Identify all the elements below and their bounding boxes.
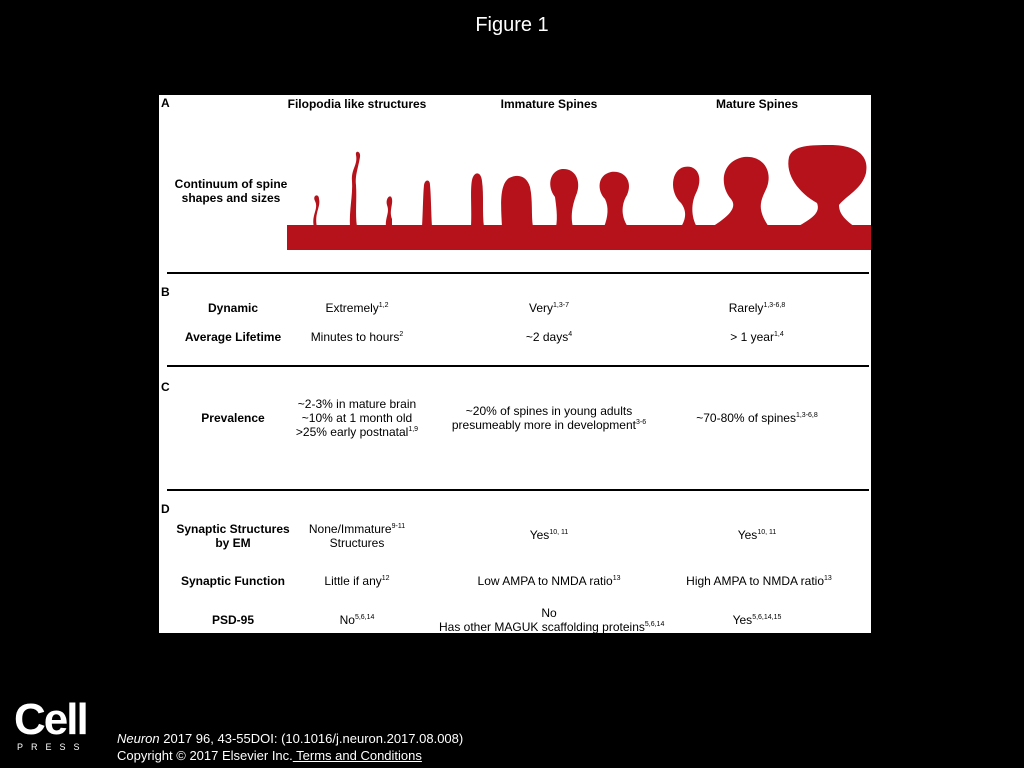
divider-c-d xyxy=(167,489,869,491)
dynamic-mature: Rarely$^{1,3-6,8}$ xyxy=(728,301,786,315)
header-immature-spines: Immature Spines xyxy=(500,97,598,111)
divider-b-c xyxy=(167,365,869,367)
terms-and-conditions-link[interactable]: Terms and Conditions xyxy=(292,748,422,763)
row-label-dynamic: Dynamic xyxy=(207,301,259,315)
row-label-synaptic-function: Synaptic Function xyxy=(180,574,285,588)
figure-panel xyxy=(159,95,871,633)
header-mature-spines: Mature Spines xyxy=(715,97,799,111)
panel-a-letter: A xyxy=(161,96,170,110)
psd95-filopodia: No$^{5,6,14}$ xyxy=(339,613,375,627)
syn-func-immature: Low AMPA to NMDA ratio$^{13}$ xyxy=(477,574,621,588)
spine-group xyxy=(287,145,871,250)
lifetime-mature: > 1 year$^{1,4}$ xyxy=(730,330,784,344)
mature-spine-3 xyxy=(788,145,866,227)
syn-struct-immature: Yes$^{10, 11}$ xyxy=(529,528,569,542)
dendrite-shaft xyxy=(287,225,871,250)
row-label-psd95: PSD-95 xyxy=(211,613,255,627)
immature-spine-3 xyxy=(600,172,629,227)
filopodium-2 xyxy=(350,152,360,227)
immature-spine-2 xyxy=(550,169,578,227)
psd95-mature: Yes$^{5,6,14,15}$ xyxy=(732,613,782,627)
mature-spine-1 xyxy=(673,167,699,227)
panel-c-letter: C xyxy=(161,380,170,394)
row-label-prevalence: Prevalence xyxy=(201,411,265,425)
mature-spine-2 xyxy=(712,157,769,227)
syn-struct-mature: Yes$^{10, 11}$ xyxy=(737,528,777,542)
dynamic-immature: Very$^{1,3-7}$ xyxy=(529,301,569,315)
copyright-line: Copyright © 2017 Elsevier Inc. Terms and Conditions xyxy=(117,748,422,763)
syn-struct-filopodia: None/Immature$^{9-11}$ Structures xyxy=(308,522,406,550)
panel-b-letter: B xyxy=(161,285,170,299)
psd95-immature: No Has other MAGUK scaffolding proteins$^{5,6,14}$ xyxy=(439,606,665,634)
row-label-lifetime: Average Lifetime xyxy=(184,330,282,344)
filopodium-1 xyxy=(313,195,319,227)
lifetime-immature: ~2 days$^4$ xyxy=(525,330,573,344)
spine-shapes-illustration xyxy=(159,95,871,255)
slide-title: Figure 1 xyxy=(475,14,549,36)
immature-spine-1 xyxy=(471,173,484,227)
lifetime-filopodia: Minutes to hours$^2$ xyxy=(310,330,404,344)
prevalence-mature: ~70-80% of spines$^{1,3-6,8}$ xyxy=(696,411,818,425)
divider-a-b xyxy=(167,272,869,274)
prevalence-filopodia: ~2-3% in mature brain ~10% at 1 month old >25% early postnatal$^{1,9}$ xyxy=(295,397,419,439)
citation-line: Neuron 2017 96, 43-55DOI: (10.1016/j.neuron.2017.08.008) xyxy=(117,731,464,746)
syn-func-filopodia: Little if any$^{12}$ xyxy=(324,574,390,588)
dynamic-filopodia: Extremely$^{1,2}$ xyxy=(325,301,389,315)
header-filopodia: Filopodia like structures xyxy=(287,97,427,111)
filopodium-4 xyxy=(422,181,432,228)
journal-name: Neuron xyxy=(117,731,160,746)
filopodium-3 xyxy=(386,196,392,227)
prevalence-immature: ~20% of spines in young adults presumeably more in development$^{3-6}$ xyxy=(451,404,647,432)
row-label-synaptic-structures: Synaptic Structures by EM xyxy=(176,522,290,550)
panel-d-letter: D xyxy=(161,502,170,516)
syn-func-mature: High AMPA to NMDA ratio$^{13}$ xyxy=(686,574,832,588)
row-label-continuum: Continuum of spine shapes and sizes xyxy=(174,177,288,205)
stubby-spine xyxy=(501,176,533,227)
cell-press-logo: Cell PRESS xyxy=(14,695,88,752)
